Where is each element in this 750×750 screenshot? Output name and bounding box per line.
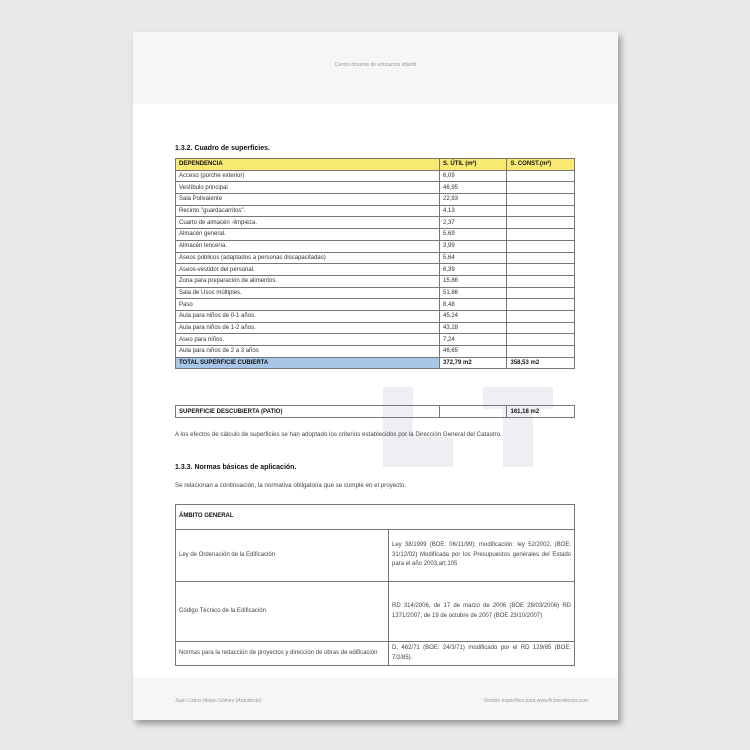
table-row	[176, 217, 575, 229]
uncovered-label: SUPERFICIE DESCUBIERTA (PATIO)	[176, 406, 440, 418]
total-label: TOTAL SUPERFICIE CUBIERTA	[176, 357, 440, 369]
total-const: 358,53 m2	[507, 357, 575, 369]
footer-author: Juan Carlos Mejan Gómez (Arquitecto)	[175, 698, 262, 704]
table-row	[176, 240, 575, 252]
cell-const	[507, 287, 575, 299]
cell-const	[507, 205, 575, 217]
cell-dependencia: Sala de Usos múltiples.	[176, 287, 440, 299]
norm-reference: Ley 38/1999 (BOE: 06/11/99); modificación: ley 52/2002, (BOE: 31/12/02) Modificada por los Presupuestos generales del Estado para el año 2003,art.105	[389, 530, 575, 582]
cell-dependencia: Cuarto de almacén -limpieza.	[176, 217, 440, 229]
cell-util: 2,37	[439, 217, 507, 229]
page-footer	[133, 678, 618, 720]
cell-dependencia: Almacén lencería.	[176, 240, 440, 252]
cell-const	[507, 170, 575, 182]
uncovered-surface-table	[175, 405, 575, 418]
cell-util: 6,09	[439, 170, 507, 182]
table-row	[176, 299, 575, 311]
total-row	[176, 357, 575, 369]
cell-util: 46,65	[439, 346, 507, 358]
cell-const	[507, 182, 575, 194]
cell-const	[507, 194, 575, 206]
norms-table	[175, 504, 575, 666]
cell-dependencia: Vestíbulo principal	[176, 182, 440, 194]
cell-const	[507, 346, 575, 358]
cell-dependencia: Aula para niños de 1-2 años.	[176, 322, 440, 334]
footer-version: Versión específica para www.ficherotecnia.com	[483, 698, 588, 704]
section-title-normas: 1.3.3. Normas básicas de aplicación.	[175, 464, 297, 471]
cell-dependencia: Aseos-vestidor del personal.	[176, 264, 440, 276]
cell-util: 51,86	[439, 287, 507, 299]
cell-const	[507, 264, 575, 276]
cell-util: 46,95	[439, 182, 507, 194]
cell-const	[507, 217, 575, 229]
page-header: Centro docente de educación infantil	[133, 32, 618, 104]
table-row	[176, 182, 575, 194]
cell-const	[507, 299, 575, 311]
cell-util: 45,24	[439, 310, 507, 322]
cell-dependencia: Aula para niños de 2 a 3 años	[176, 346, 440, 358]
table-row	[176, 264, 575, 276]
calc-criteria-paragraph: A los efectos de cálculo de superficies se han adoptado los criterios establecidos por la Dirección General del Catastro.	[175, 431, 502, 438]
cell-const	[507, 322, 575, 334]
total-util: 372,79 m2	[439, 357, 507, 369]
surfaces-table	[175, 158, 575, 369]
col-header-util: S. ÚTIL (m²)	[439, 159, 507, 171]
norms-heading: ÁMBITO GENERAL	[176, 505, 575, 530]
table-row	[176, 310, 575, 322]
uncovered-empty	[439, 406, 507, 418]
cell-const	[507, 229, 575, 241]
norm-reference: D. 462/71 (BOE: 24/3/71) modificado por el RD 129/85 (BOE: 7/2/85).	[389, 642, 575, 666]
table-row	[176, 252, 575, 264]
col-header-const: S. CONST.(m²)	[507, 159, 575, 171]
watermark-logo	[383, 377, 583, 477]
table-row	[176, 334, 575, 346]
cell-const	[507, 334, 575, 346]
cell-util: 6,39	[439, 264, 507, 276]
cell-util: 5,64	[439, 252, 507, 264]
cell-util: 3,99	[439, 240, 507, 252]
norm-name: Código Técnico de la Edificación	[176, 582, 389, 642]
table-row	[176, 194, 575, 206]
cell-util: 43,28	[439, 322, 507, 334]
col-header-dependencia: DEPENDENCIA	[176, 159, 440, 171]
table-row	[176, 275, 575, 287]
table-row	[176, 229, 575, 241]
cell-dependencia: Recinto "guardacarritos".	[176, 205, 440, 217]
table-row	[176, 287, 575, 299]
cell-util: 4,13	[439, 205, 507, 217]
cell-dependencia: Aula para niños de 0-1 años.	[176, 310, 440, 322]
norm-name: Ley de Ordenación de la Edificación	[176, 530, 389, 582]
cell-util: 8,48	[439, 299, 507, 311]
normativa-intro-paragraph: Se relacionan a continuación, la normativa obligatoria que se cumple en el proyecto.	[175, 482, 407, 489]
norm-name: Normas para la redacción de proyectos y dirección de obras de edificación	[176, 642, 389, 666]
cell-dependencia: Acceso (porche exterior)	[176, 170, 440, 182]
section-title-superficies: 1.3.2. Cuadro de superficies.	[175, 145, 270, 152]
cell-const	[507, 275, 575, 287]
cell-dependencia: Aseos públicos (adaptados a personas discapacitadas)	[176, 252, 440, 264]
cell-util: 15,86	[439, 275, 507, 287]
table-row	[176, 346, 575, 358]
cell-const	[507, 310, 575, 322]
cell-util: 22,93	[439, 194, 507, 206]
table-row	[176, 205, 575, 217]
document-page	[133, 32, 618, 720]
cell-const	[507, 252, 575, 264]
uncovered-value: 161,18 m2	[507, 406, 575, 418]
cell-dependencia: Zona para preparación de alimentos.	[176, 275, 440, 287]
cell-util: 5,69	[439, 229, 507, 241]
cell-dependencia: Sala Polivalente	[176, 194, 440, 206]
table-row	[176, 322, 575, 334]
cell-util: 7,24	[439, 334, 507, 346]
table-row	[176, 170, 575, 182]
cell-dependencia: Almacén general.	[176, 229, 440, 241]
cell-dependencia: Aseo para niños.	[176, 334, 440, 346]
norm-reference: RD 314/2006, de 17 de marzo de 2006 (BOE 28/03/2006) RD 1371/2007, de 19 de octubre de 2007 (BOE 23/10/2007)	[389, 582, 575, 642]
cell-dependencia: Paso	[176, 299, 440, 311]
cell-const	[507, 240, 575, 252]
